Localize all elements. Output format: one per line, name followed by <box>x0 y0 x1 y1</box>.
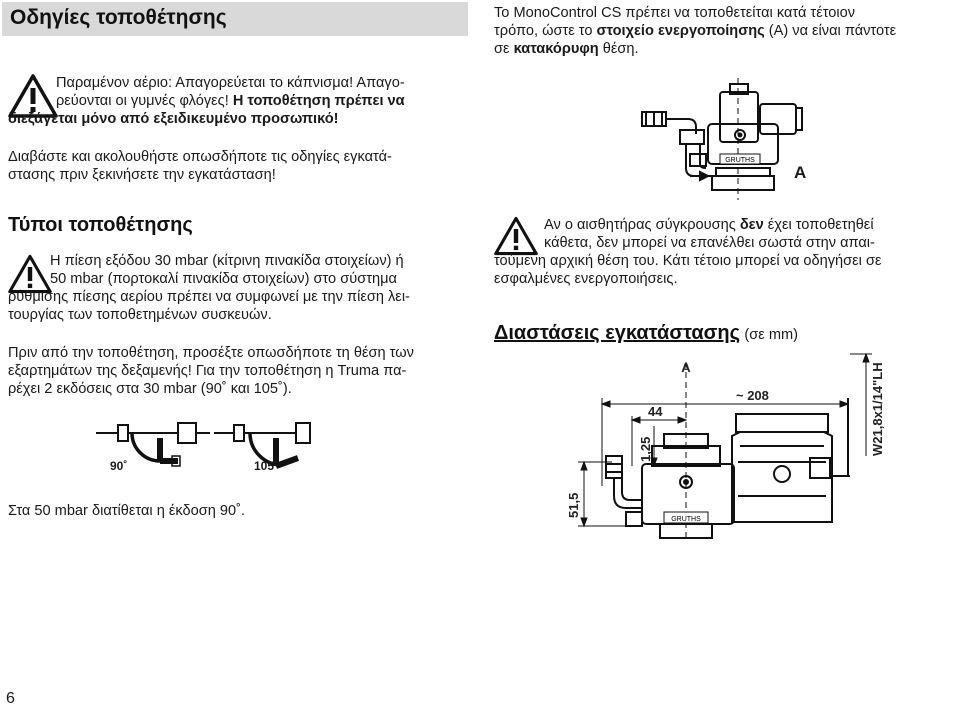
intro-line-1: Το MonoControl CS πρέπει να τοποθετείται κατά τέτοιον <box>494 5 856 21</box>
warning-icon <box>494 216 538 256</box>
intro-line-2: τρόπο, ώστε το στοιχείο ενεργοποίησης (A) να είναι πάντοτε <box>494 23 897 39</box>
dim-44: 44 <box>648 404 663 419</box>
pressure-warning-cont <box>8 288 478 324</box>
intro-paragraph <box>494 4 954 58</box>
pressure-line-1: Η πίεση εξόδου 30 mbar (κίτρινη πινακίδα στοιχείων) ή <box>50 253 404 269</box>
sensor-line-2: κάθετα, δεν μπορεί να επανέλθει σωστά στην απαι- <box>544 235 875 251</box>
dim-thread: W21,8x1/14"LH <box>870 362 885 456</box>
sensor-warning <box>544 216 956 252</box>
instructions-line-2: στασης πριν ξεκινήσετε την εγκατάσταση! <box>8 167 276 183</box>
dim-label-a: A <box>681 360 691 375</box>
pressure-line-3: ρύθμισης πίεσης αερίου πρέπει να συμφωνεί με την πίεση λει- <box>8 289 410 305</box>
tank-paragraph <box>8 344 478 398</box>
instructions-line-1: Διαβάστε και ακολουθήστε οπωσδήποτε τις οδηγίες εγκατά- <box>8 149 392 165</box>
intro-line-3: σε κατακόρυφη θέση. <box>494 41 639 57</box>
pressure-line-2: 50 mbar (πορτοκαλί πινακίδα στοιχείων) στο σύστημα <box>50 271 397 287</box>
label-105: 105˚ <box>254 459 279 473</box>
tank-line-3: ρέχει 2 εκδόσεις στα 30 mbar (90˚ και 105˚). <box>8 381 292 397</box>
warning-smoking <box>56 74 466 110</box>
page-number: 6 <box>6 690 15 707</box>
dimensions-heading: Διαστάσεις εγκατάστασης (σε mm) <box>494 322 799 344</box>
tank-line-1: Πριν από την τοποθέτηση, προσέξτε οπωσδήποτε τη θέση των <box>8 345 414 361</box>
instructions-paragraph <box>8 148 468 184</box>
dim-1-25: 1,25 <box>638 436 653 462</box>
regulator-figure <box>620 72 860 202</box>
sensor-line-3: τούμενη αρχική θέση του. Κάτι τέτοιο μπορεί να οδηγήσει σε <box>494 253 882 269</box>
dimensions-plate: GRUTHS <box>671 516 701 523</box>
regulator-plate: GRUTHS <box>725 157 755 164</box>
dim-208: ~ 208 <box>736 388 769 403</box>
pressure-line-4: τουργίας των τοποθετημένων συσκευών. <box>8 307 272 323</box>
page-title: Οδηγίες τοποθέτησης <box>10 6 227 29</box>
label-90: 90˚ <box>110 459 128 473</box>
tank-line-2: εξαρτημάτων της δεξαμενής! Για την τοποθέτηση η Truma πα- <box>8 363 407 379</box>
dim-51-5: 51,5 <box>566 492 581 518</box>
warning-line-1: Παραμένον αέριο: Απαγορεύεται το κάπνισμα! Απαγο- <box>56 75 405 91</box>
dimensions-drawing <box>560 346 900 546</box>
warning-line-3: διεξάγεται μόνο από εξειδικευμένο προσωπικό! <box>8 111 339 127</box>
50mbar-note: Στα 50 mbar διατίθεται η έκδοση 90˚. <box>8 503 246 519</box>
pressure-warning <box>50 252 470 288</box>
sensor-warning-cont <box>494 252 954 288</box>
warning-line-2: ρεύονται οι γυμνές φλόγες! Η τοποθέτηση πρέπει να <box>56 93 405 109</box>
actuator-label-a: A <box>794 163 807 182</box>
sensor-line-4: εσφαλμένες ενεργοποιήσεις. <box>494 271 678 287</box>
sensor-line-1: Αν ο αισθητήρας σύγκρουσης δεν έχει τοποθετηθεί <box>544 217 874 233</box>
types-heading: Τύποι τοποθέτησης <box>8 214 193 236</box>
warning-smoking-cont <box>8 110 468 128</box>
